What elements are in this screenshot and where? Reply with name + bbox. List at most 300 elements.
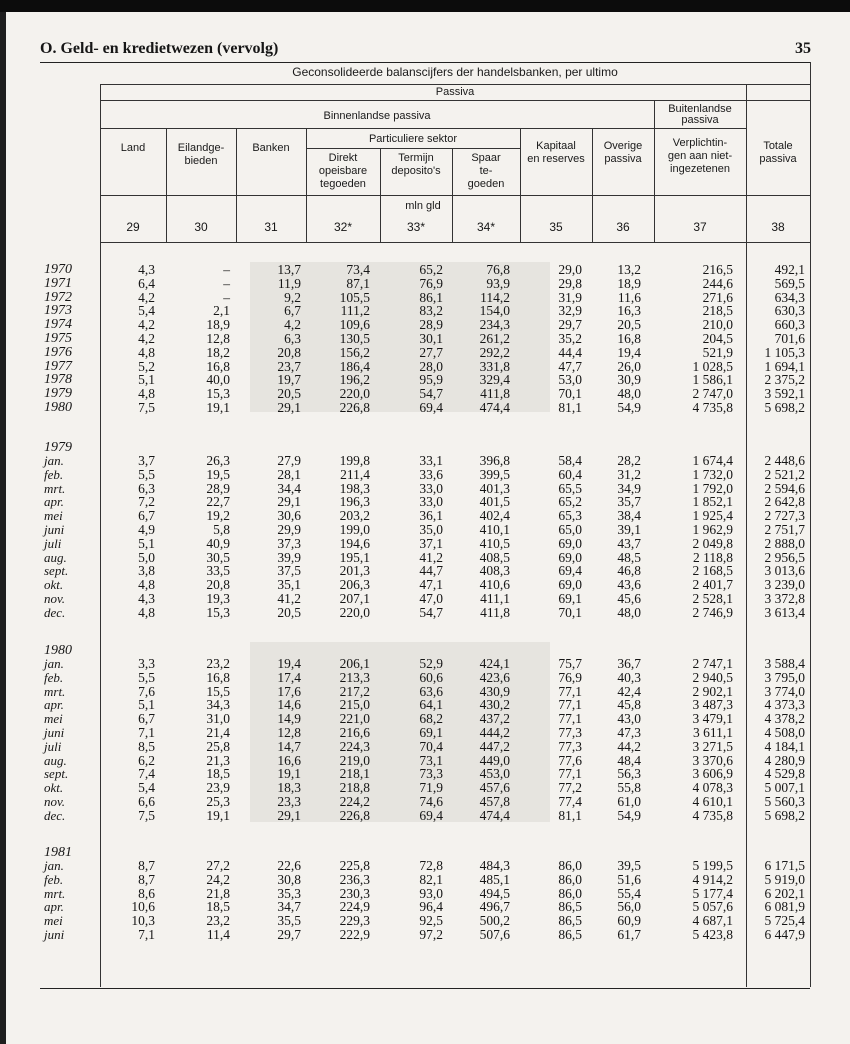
table-cell: 5 560,3 [764,794,805,809]
table-cell: 234,3 [479,317,510,333]
column-label: Overige passiva [603,140,643,165]
table-cell: 30,5 [206,549,230,565]
table-cell: 86,5 [558,927,582,942]
column-number: 33* [406,220,426,234]
table-cell: 71,9 [419,780,443,796]
table-cell: 8,6 [138,885,155,901]
table-cell: 28,0 [419,358,443,374]
table-cell: 2 594,6 [764,480,805,496]
row-label: 1979 [44,386,72,402]
table-cell: 206,1 [339,656,370,671]
table-cell: 5,1 [138,697,155,713]
row-label: juni [44,927,65,942]
column-number: 38 [771,220,785,234]
table-cell: 18,5 [206,899,230,915]
table-cell: 37,1 [419,535,443,551]
table-cell: 28,1 [277,466,301,482]
table-cell: 5 698,2 [764,400,805,415]
table-cell: 3 271,5 [692,738,733,754]
table-cell: 33,5 [206,563,230,579]
table-cell: 8,7 [138,858,155,873]
table-cell: 2 746,9 [692,604,733,620]
table-cell: 16,8 [206,358,230,374]
table-cell: 215,0 [339,697,370,713]
table-cell: 10,3 [131,913,155,929]
table-cell: 2 902,1 [692,683,733,699]
row-label: 1976 [44,344,72,360]
table-cell: 5 725,4 [764,913,805,929]
table-cell: 411,1 [480,591,510,606]
table-cell: 3 370,6 [692,752,733,768]
table-cell: 211,4 [340,466,370,482]
row-label: okt. [44,780,64,796]
table-cell: 430,9 [479,683,510,699]
table-cell: 5 919,0 [764,871,805,887]
table-cell: 30,8 [277,871,301,887]
table-cell: 22,7 [206,494,230,510]
table-cell: 1 105,3 [764,344,805,360]
table-cell: 201,3 [339,563,370,579]
table-cell: 569,5 [774,275,805,291]
table-cell: 30,1 [419,331,443,346]
table-cell: 271,6 [702,289,733,305]
table-cell: 3 795,0 [764,669,805,685]
table-cell: 1 732,0 [692,466,733,482]
table-cell: 1 925,4 [692,508,733,524]
table-cell: 224,2 [339,794,370,809]
table-cell: 19,7 [277,372,301,388]
table-cell: 72,8 [419,858,443,873]
table-cell: 22,6 [277,858,301,873]
table-cell: 204,5 [702,331,733,346]
table-cell: 36,1 [419,508,443,524]
table-cell: 156,2 [339,344,370,360]
table-cell: 70,1 [558,604,582,620]
table-cell: 6 171,5 [764,858,805,873]
table-cell: 93,0 [419,885,443,901]
table-cell: 4,8 [138,344,155,360]
table-cell: 521,9 [702,344,733,360]
table-cell: 224,9 [339,899,370,915]
table-cell: 4 378,2 [764,711,805,727]
table-cell: 410,6 [479,577,510,593]
table-cell: 65,3 [558,508,582,524]
table-cell: 86,0 [558,871,582,887]
table-cell: 19,4 [277,656,301,671]
table-cell: 23,3 [277,794,301,809]
passiva-header: Passiva [435,86,475,98]
table-cell: 69,4 [419,807,443,823]
table-cell: 77,1 [558,766,582,782]
table-cell: 3 606,9 [692,766,733,782]
column-label: Spaar te- goeden [467,152,505,190]
table-cell: 5,5 [138,669,155,685]
row-label: 1972 [44,289,72,305]
table-cell: 423,6 [479,669,510,685]
table-cell: 31,9 [558,289,582,305]
table-cell: 401,3 [479,480,510,496]
row-label: juli [44,535,62,551]
table-cell: 39,1 [617,522,641,537]
table-cell: 20,5 [617,317,641,333]
table-cell: 109,6 [339,317,370,333]
table-cell: 92,5 [419,913,443,929]
table-cell: 331,8 [479,358,510,374]
table-cell: 4,3 [138,262,155,277]
table-cell: 4 735,8 [692,807,733,823]
table-cell: 210,0 [702,317,733,333]
table-cell: 65,0 [558,522,582,537]
table-cell: 424,1 [479,656,510,671]
table-cell: 34,9 [617,480,641,496]
row-label: mrt. [44,480,66,496]
table-cell: 19,1 [206,400,230,415]
row-label: nov. [44,591,66,606]
table-cell: 16,8 [617,331,641,346]
table-cell: 449,0 [479,752,510,768]
table-cell: 76,8 [486,262,510,277]
table-cell: 224,3 [339,738,370,754]
table-cell: 217,2 [339,683,370,699]
table-cell: 2 049,8 [692,535,733,551]
table-cell: 34,7 [277,899,301,915]
table-cell: 44,4 [558,344,582,360]
table-cell: 1 674,4 [692,453,733,468]
row-label: 1970 [44,262,72,277]
table-cell: 2 747,0 [692,386,733,402]
table-cell: 76,9 [419,275,443,291]
table-cell: 19,1 [206,807,230,823]
table-cell: 1 852,1 [692,494,733,510]
table-cell: 411,8 [480,386,510,402]
table-cell: 6 447,9 [764,927,805,942]
table-cell: 2 888,0 [764,535,805,551]
table-cell: 61,7 [617,927,641,942]
table-cell: 218,1 [339,766,370,782]
table-cell: 93,9 [486,275,510,291]
table-cell: 4 610,1 [692,794,733,809]
table-cell: 77,1 [558,683,582,699]
table-cell: 6,4 [138,275,155,291]
table-cell: 68,2 [419,711,443,727]
table-cell: 69,1 [558,591,582,606]
table-cell: 54,7 [419,604,443,620]
table-cell: 2 375,2 [764,372,805,388]
table-cell: 28,9 [419,317,443,333]
block-year-label: 1979 [44,440,72,455]
table-cell: 6,6 [138,794,155,809]
table-cell: 20,5 [277,604,301,620]
table-cell: 23,9 [206,780,230,796]
table-cell: 396,8 [479,453,510,468]
table-cell: 3 239,0 [764,577,805,593]
table-cell: 6 202,1 [764,885,805,901]
table-cell: 13,7 [277,262,301,277]
table-cell: 18,9 [206,317,230,333]
column-number: 35 [549,220,563,234]
table-cell: 6,7 [138,508,155,524]
table-cell: 410,5 [479,535,510,551]
row-label: juni [44,522,65,537]
table-cell: 11,6 [617,289,641,305]
table-cell: 105,5 [339,289,370,305]
table-cell: 86,0 [558,885,582,901]
table-cell: 19,3 [206,591,230,606]
row-label: mei [44,913,63,929]
table-cell: 2 401,7 [692,577,733,593]
row-label: apr. [44,494,64,510]
table-cell: 97,2 [419,927,443,942]
table-cell: 44,7 [419,563,443,579]
table-cell: 7,6 [138,683,155,699]
table-cell: 8,5 [138,738,155,754]
table-cell: 218,8 [339,780,370,796]
table-cell: 82,1 [419,871,443,887]
table-cell: 29,1 [277,494,301,510]
scan-left-border [0,12,6,1044]
table-cell: 33,0 [419,480,443,496]
table-cell: 447,2 [479,738,510,754]
table-cell: 4,9 [138,522,155,537]
table-cell: 73,1 [419,752,443,768]
table-cell: 36,7 [617,656,641,671]
table-cell: 20,8 [277,344,301,360]
header-rule [100,100,810,101]
table-cell: 216,5 [702,262,733,277]
table-cell: 30,9 [617,372,641,388]
table-cell: 21,3 [206,752,230,768]
row-label: feb. [44,669,64,685]
table-cell: 5,4 [138,780,155,796]
table-cell: 411,8 [480,604,510,620]
table-cell: 42,4 [617,683,641,699]
table-cell: 4 529,8 [764,766,805,782]
table-cell: 444,2 [479,725,510,740]
table-cell: 222,9 [339,927,370,942]
table-cell: 23,2 [206,656,230,671]
column-label: Totale passiva [759,140,797,165]
table-cell: 73,3 [419,766,443,782]
table-cell: 500,2 [479,913,510,929]
column-divider [746,84,747,987]
table-cell: 81,1 [558,807,582,823]
table-cell: 5,2 [138,358,155,374]
table-cell: 39,9 [277,549,301,565]
table-cell: 18,2 [206,344,230,360]
row-label: aug. [44,549,67,565]
table-cell: 25,3 [206,794,230,809]
table-cell: 35,0 [419,522,443,537]
table-cell: 25,8 [206,738,230,754]
table-cell: 27,7 [419,344,443,360]
column-label: Land [120,142,146,154]
table-cell: 634,3 [774,289,805,305]
table-cell: 81,1 [558,400,582,415]
row-label: nov. [44,794,66,809]
table-cell: 35,2 [558,331,582,346]
table-cell: 75,7 [558,656,582,671]
table-cell: 2 168,5 [692,563,733,579]
page-number: 35 [795,40,811,57]
table-cell: 5,1 [138,372,155,388]
table-cell: 56,0 [617,899,641,915]
row-label: 1975 [44,331,72,346]
table-cell: 40,9 [206,535,230,551]
column-number: 30 [194,220,208,234]
table-cell: 77,2 [558,780,582,796]
table-cell: 4 914,2 [692,871,733,887]
table-cell: 39,5 [617,858,641,873]
table-cell: 3 774,0 [764,683,805,699]
table-cell: 226,8 [339,400,370,415]
table-cell: 55,8 [617,780,641,796]
row-label: feb. [44,466,64,482]
table-cell: 86,1 [419,289,443,305]
table-cell: 40,0 [206,372,230,388]
column-number: 32* [333,220,353,234]
unit-label: mln gld [405,200,441,212]
table-cell: 53,0 [558,372,582,388]
table-cell: 20,8 [206,577,230,593]
table-cell: 60,4 [558,466,582,482]
table-cell: 35,7 [617,494,641,510]
table-cell: 35,3 [277,885,301,901]
row-label: 1973 [44,303,72,319]
table-cell: 77,1 [558,697,582,713]
table-cell: 29,7 [558,317,582,333]
table-cell: 15,3 [206,604,230,620]
table-cell: 4,8 [138,604,155,620]
header-rule [100,84,810,85]
scan-top-border [0,0,850,12]
table-cell: 65,2 [558,494,582,510]
table-cell: 3 611,1 [693,725,733,740]
table-cell: 229,3 [339,913,370,929]
table-cell: 4 508,0 [764,725,805,740]
table-cell: 219,0 [339,752,370,768]
table-cell: 47,0 [419,591,443,606]
column-label: Direkt opeisbare tegoeden [318,152,368,190]
row-label: jan. [44,858,64,873]
table-cell: 4,2 [138,317,155,333]
table-cell: 5 423,8 [692,927,733,942]
table-cell: 1 694,1 [764,358,805,374]
table-cell: 27,9 [277,453,301,468]
block-year-label: 1981 [44,845,72,860]
table-cell: 195,1 [339,549,370,565]
table-cell: – [223,275,230,291]
table-cell: 111,2 [340,303,370,319]
table-cell: 48,0 [617,386,641,402]
table-cell: 74,6 [419,794,443,809]
table-cell: – [223,262,230,277]
table-cell: 15,3 [206,386,230,402]
table-cell: 220,0 [339,386,370,402]
table-cell: 45,6 [617,591,641,606]
table-cell: 410,1 [479,522,510,537]
table-cell: 5,4 [138,303,155,319]
table-cell: 4,2 [284,317,301,333]
table-cell: 2 956,5 [764,549,805,565]
table-cell: 20,5 [277,386,301,402]
table-cell: 26,3 [206,453,230,468]
table-cell: 261,2 [479,331,510,346]
table-cell: 24,2 [206,871,230,887]
table-cell: 47,1 [419,577,443,593]
table-cell: 23,2 [206,913,230,929]
table-cell: 2 642,8 [764,494,805,510]
table-cell: 3 613,4 [764,604,805,620]
table-cell: 5 199,5 [692,858,733,873]
table-cell: 77,3 [558,738,582,754]
table-cell: 5,1 [138,535,155,551]
column-number: 36 [616,220,630,234]
header-rule [654,128,746,129]
table-cell: 660,3 [774,317,805,333]
table-cell: 496,7 [479,899,510,915]
column-number: 34* [476,220,496,234]
row-label: jan. [44,453,64,468]
table-cell: 48,0 [617,604,641,620]
table-cell: 130,5 [339,331,370,346]
table-cell: 6,3 [138,480,155,496]
table-cell: 37,3 [277,535,301,551]
table-cell: 23,7 [277,358,301,374]
table-cell: 65,5 [558,480,582,496]
table-cell: 408,5 [479,549,510,565]
table-cell: 4 373,3 [764,697,805,713]
table-cell: 52,9 [419,656,443,671]
table-cell: 47,3 [617,725,641,740]
table-cell: 77,6 [558,752,582,768]
table-cell: 485,1 [479,871,510,887]
table-cell: 33,0 [419,494,443,510]
table-cell: 7,4 [138,766,155,782]
table-title: Geconsolideerde balanscijfers der handelsbanken, per ultimo [292,65,618,79]
table-cell: 4,8 [138,577,155,593]
table-cell: 4 687,1 [692,913,733,929]
table-cell: 5 177,4 [692,885,733,901]
table-cell: 95,9 [419,372,443,388]
table-cell: 30,6 [277,508,301,524]
table-cell: 19,4 [617,344,641,360]
table-cell: 198,3 [339,480,370,496]
header-rule [100,128,654,129]
table-cell: 34,4 [277,480,301,496]
table-cell: 69,4 [419,400,443,415]
table-cell: 1 586,1 [692,372,733,388]
table-cell: 4,3 [138,591,155,606]
table-cell: 17,6 [277,683,301,699]
table-cell: 4 735,8 [692,400,733,415]
table-cell: 3 487,3 [692,697,733,713]
header-rule [306,148,520,149]
table-cell: 203,2 [339,508,370,524]
table-cell: 14,9 [277,711,301,727]
table-cell: 5 698,2 [764,807,805,823]
particuliere-sektor-header: Particuliere sektor [368,133,458,145]
table-cell: 492,1 [774,262,805,277]
row-label: okt. [44,577,64,593]
table-cell: 2 940,5 [692,669,733,685]
row-label: sept. [44,766,69,782]
row-label: juni [44,725,65,740]
table-cell: 196,2 [339,372,370,388]
table-cell: 86,5 [558,913,582,929]
table-cell: 40,3 [617,669,641,685]
table-cell: 402,4 [479,508,510,524]
table-cell: 3 479,1 [692,711,733,727]
